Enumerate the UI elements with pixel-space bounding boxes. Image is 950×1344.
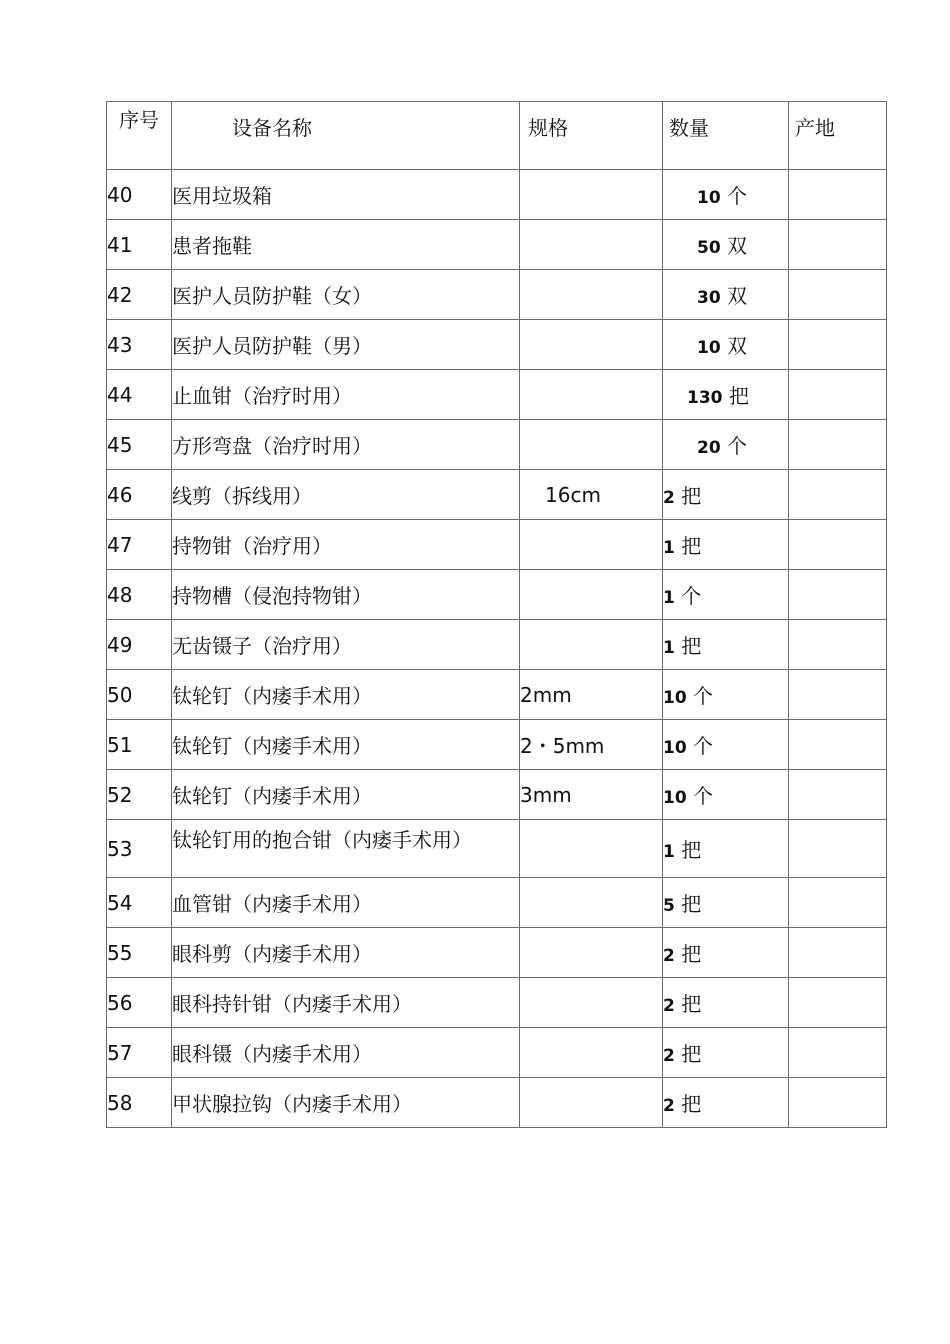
- qty-number: 10: [663, 688, 687, 708]
- equipment-name: 医护人员防护鞋（男）: [172, 320, 520, 370]
- equipment-name: 甲状腺拉钩（内痿手术用）: [172, 1078, 520, 1128]
- equipment-qty: [663, 1078, 789, 1128]
- qty-number: 1: [663, 538, 675, 558]
- row-number: 58: [107, 1078, 172, 1128]
- qty-unit: 个: [686, 684, 714, 708]
- equipment-spec: [520, 620, 663, 670]
- table-row: [107, 770, 887, 820]
- equipment-spec: [520, 220, 663, 270]
- table-row: [107, 1028, 887, 1078]
- header-qty: 数量: [663, 102, 789, 170]
- equipment-origin: [789, 420, 887, 470]
- row-number: 50: [107, 670, 172, 720]
- equipment-origin: [789, 520, 887, 570]
- row-number: 51: [107, 720, 172, 770]
- equipment-spec: [520, 270, 663, 320]
- equipment-name-text: 钛轮钉用的抱合钳（内痿手术用）: [172, 828, 472, 852]
- qty-number: 2: [663, 946, 675, 966]
- qty-number: 30: [697, 288, 721, 308]
- equipment-origin: [789, 370, 887, 420]
- qty-unit: 个: [674, 584, 702, 608]
- equipment-qty: [663, 520, 789, 570]
- table-row: [107, 270, 887, 320]
- header-spec: 规格: [520, 102, 663, 170]
- qty-number: 50: [697, 238, 721, 258]
- qty-unit: 双: [720, 334, 748, 358]
- equipment-qty: [663, 220, 789, 270]
- equipment-name: 无齿镊子（治疗用）: [172, 620, 520, 670]
- qty-unit: 个: [720, 184, 748, 208]
- equipment-name: 止血钳（治疗时用）: [172, 370, 520, 420]
- equipment-origin: [789, 470, 887, 520]
- equipment-qty: [663, 978, 789, 1028]
- table-row: [107, 978, 887, 1028]
- qty-number: 10: [697, 188, 721, 208]
- equipment-qty: [663, 320, 789, 370]
- equipment-name: 眼科镊（内痿手术用）: [172, 1028, 520, 1078]
- qty-number: 5: [663, 896, 675, 916]
- equipment-spec: [520, 520, 663, 570]
- equipment-qty: [663, 770, 789, 820]
- qty-unit: 把: [674, 1092, 702, 1116]
- equipment-origin: [789, 670, 887, 720]
- equipment-origin: [789, 320, 887, 370]
- qty-unit: 双: [720, 284, 748, 308]
- qty-number: 10: [663, 788, 687, 808]
- qty-number: 10: [663, 738, 687, 758]
- qty-number: 2: [663, 1046, 675, 1066]
- qty-number: 2: [663, 996, 675, 1016]
- table-row: [107, 520, 887, 570]
- table-row: [107, 878, 887, 928]
- table-row: [107, 928, 887, 978]
- row-number: 46: [107, 470, 172, 520]
- qty-unit: 把: [674, 838, 702, 862]
- equipment-name: 患者拖鞋: [172, 220, 520, 270]
- equipment-name: 医护人员防护鞋（女）: [172, 270, 520, 320]
- row-number: 52: [107, 770, 172, 820]
- equipment-qty: [663, 470, 789, 520]
- qty-unit: 把: [674, 892, 702, 916]
- row-number: 45: [107, 420, 172, 470]
- equipment-origin: [789, 220, 887, 270]
- equipment-origin: [789, 928, 887, 978]
- equipment-qty: [663, 170, 789, 220]
- equipment-qty: [663, 720, 789, 770]
- table-row: [107, 470, 887, 520]
- equipment-name: [172, 820, 520, 878]
- equipment-name: 医用垃圾箱: [172, 170, 520, 220]
- equipment-origin: [789, 770, 887, 820]
- equipment-qty: [663, 420, 789, 470]
- equipment-origin: [789, 978, 887, 1028]
- equipment-origin: [789, 1028, 887, 1078]
- qty-number: 20: [697, 438, 721, 458]
- qty-unit: 个: [720, 434, 748, 458]
- table-row: [107, 220, 887, 270]
- qty-unit: 双: [720, 234, 748, 258]
- qty-unit: 把: [722, 384, 749, 408]
- equipment-origin: [789, 620, 887, 670]
- qty-number: 1: [663, 842, 675, 862]
- row-number: 47: [107, 520, 172, 570]
- equipment-qty: [663, 370, 789, 420]
- table-row: [107, 720, 887, 770]
- header-name: 设备名称: [172, 102, 520, 170]
- qty-number: 2: [663, 488, 675, 508]
- equipment-spec: [520, 928, 663, 978]
- row-number: 56: [107, 978, 172, 1028]
- equipment-name: 线剪（拆线用）: [172, 470, 520, 520]
- table-row: [107, 320, 887, 370]
- header-no: 序号: [107, 102, 172, 170]
- qty-number: 1: [663, 588, 675, 608]
- equipment-spec: [520, 878, 663, 928]
- equipment-name: 方形弯盘（治疗时用）: [172, 420, 520, 470]
- equipment-origin: [789, 570, 887, 620]
- table-row: [107, 820, 887, 878]
- equipment-name: 眼科剪（内痿手术用）: [172, 928, 520, 978]
- table-row: [107, 570, 887, 620]
- equipment-name: 眼科持针钳（内痿手术用）: [172, 978, 520, 1028]
- equipment-qty: [663, 1028, 789, 1078]
- equipment-origin: [789, 1078, 887, 1128]
- qty-unit: 个: [686, 734, 714, 758]
- equipment-spec: [520, 420, 663, 470]
- equipment-spec: [520, 1028, 663, 1078]
- table-row: [107, 170, 887, 220]
- qty-unit: 把: [674, 534, 702, 558]
- equipment-spec: 2・5mm: [520, 720, 663, 770]
- table-row: [107, 370, 887, 420]
- equipment-origin: [789, 820, 887, 878]
- equipment-spec: [520, 1078, 663, 1128]
- equipment-origin: [789, 170, 887, 220]
- row-number: 54: [107, 878, 172, 928]
- equipment-origin: [789, 270, 887, 320]
- qty-number: 130: [687, 388, 723, 408]
- header-origin: 产地: [789, 102, 887, 170]
- equipment-name: 血管钳（内痿手术用）: [172, 878, 520, 928]
- equipment-spec: [520, 570, 663, 620]
- equipment-qty: [663, 270, 789, 320]
- equipment-spec: [520, 978, 663, 1028]
- row-number: 42: [107, 270, 172, 320]
- row-number: 44: [107, 370, 172, 420]
- qty-unit: 把: [674, 634, 702, 658]
- table-row: [107, 620, 887, 670]
- equipment-spec: [520, 820, 663, 878]
- equipment-spec: [520, 170, 663, 220]
- table-row: [107, 420, 887, 470]
- equipment-name: 钛轮钉（内痿手术用）: [172, 670, 520, 720]
- table-row: [107, 670, 887, 720]
- row-number: 43: [107, 320, 172, 370]
- row-number: 57: [107, 1028, 172, 1078]
- qty-unit: 个: [686, 784, 714, 808]
- equipment-qty: [663, 928, 789, 978]
- equipment-qty: [663, 670, 789, 720]
- equipment-table: [106, 101, 887, 1128]
- qty-number: 1: [663, 638, 675, 658]
- qty-unit: 把: [674, 1042, 702, 1066]
- row-number: 41: [107, 220, 172, 270]
- equipment-spec: [520, 370, 663, 420]
- equipment-spec: [520, 320, 663, 370]
- row-number: 49: [107, 620, 172, 670]
- qty-number: 10: [697, 338, 721, 358]
- equipment-origin: [789, 720, 887, 770]
- equipment-name: 持物钳（治疗用）: [172, 520, 520, 570]
- row-number: 40: [107, 170, 172, 220]
- row-number: 53: [107, 820, 172, 878]
- equipment-spec: 16cm: [520, 470, 663, 520]
- equipment-qty: [663, 570, 789, 620]
- equipment-spec: 2mm: [520, 670, 663, 720]
- qty-unit: 把: [674, 484, 702, 508]
- qty-number: 2: [663, 1096, 675, 1116]
- equipment-qty: [663, 878, 789, 928]
- row-number: 55: [107, 928, 172, 978]
- equipment-qty: [663, 620, 789, 670]
- qty-unit: 把: [674, 942, 702, 966]
- table-header-row: [107, 102, 887, 170]
- equipment-origin: [789, 878, 887, 928]
- equipment-name: 钛轮钉（内痿手术用）: [172, 720, 520, 770]
- row-number: 48: [107, 570, 172, 620]
- equipment-spec: 3mm: [520, 770, 663, 820]
- equipment-name: 持物槽（侵泡持物钳）: [172, 570, 520, 620]
- table-row: [107, 1078, 887, 1128]
- equipment-qty: [663, 820, 789, 878]
- qty-unit: 把: [674, 992, 702, 1016]
- equipment-name: 钛轮钉（内痿手术用）: [172, 770, 520, 820]
